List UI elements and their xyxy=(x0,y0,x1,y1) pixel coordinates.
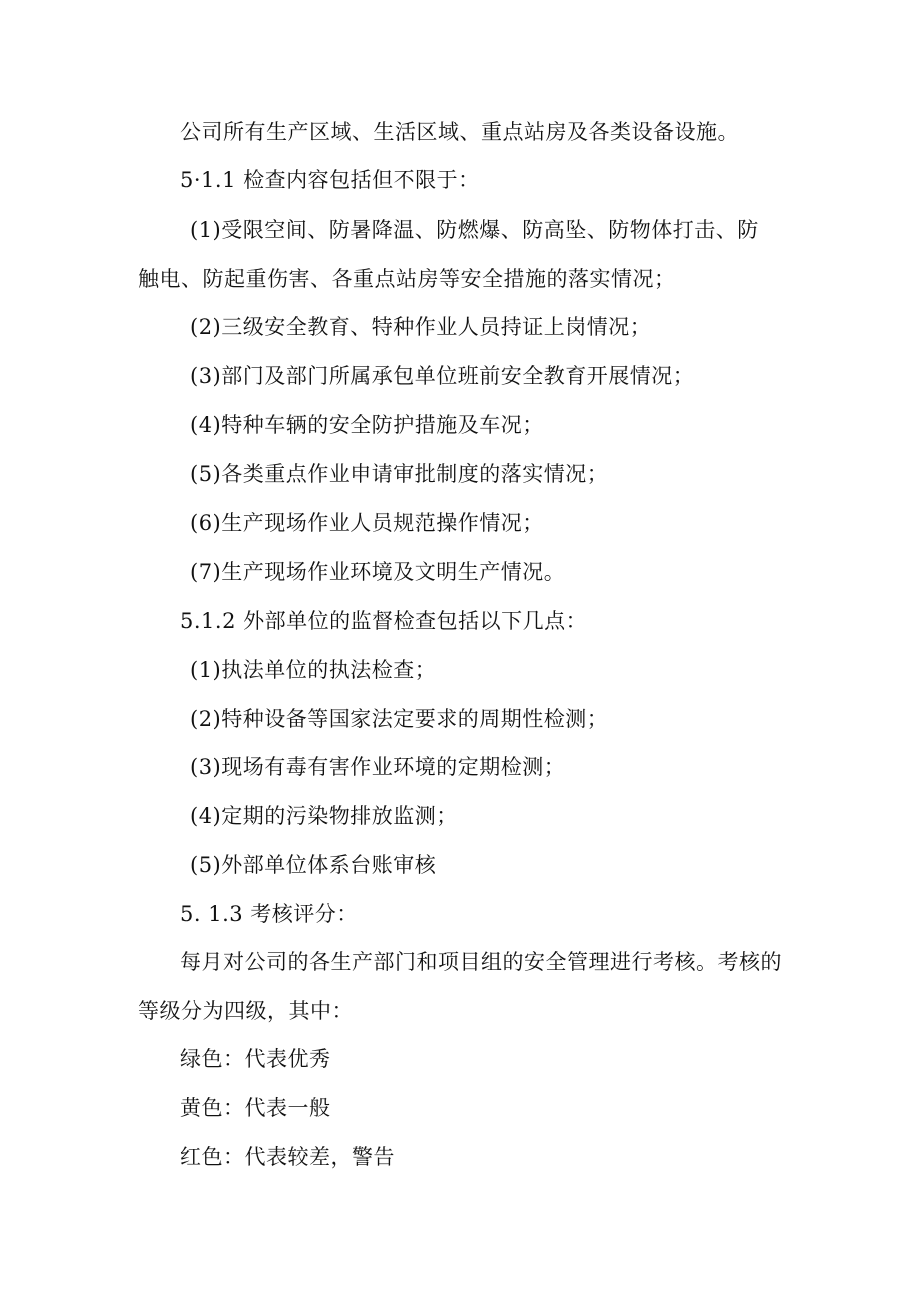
rating-green-line: 绿色：代表优秀 xyxy=(180,1047,331,1071)
list-item-line: (4)定期的污染物排放监测； xyxy=(190,804,458,828)
rating-yellow-line: 黄色：代表一般 xyxy=(180,1096,331,1120)
paragraph-continuation: 等级分为四级，其中： xyxy=(138,999,353,1023)
list-item-line: (4)特种车辆的安全防护措施及车况； xyxy=(190,413,544,437)
list-item-line: (2)三级安全教育、特种作业人员持证上岗情况； xyxy=(190,315,652,339)
list-item-line: (2)特种设备等国家法定要求的周期性检测； xyxy=(190,707,609,731)
section-heading-5-1-1: 5·1.1 检查内容包括但不限于： xyxy=(180,168,480,192)
list-item-continuation: 触电、防起重伤害、各重点站房等安全措施的落实情况； xyxy=(138,267,676,291)
list-item-line: (1)受限空间、防暑降温、防燃爆、防高坠、防物体打击、防 xyxy=(190,218,759,242)
rating-red-line: 红色：代表较差，警告 xyxy=(180,1145,395,1169)
list-item-line: (3)部门及部门所属承包单位班前安全教育开展情况； xyxy=(190,364,695,388)
list-item-line: (1)执法单位的执法检查； xyxy=(190,658,437,682)
list-item-line: (6)生产现场作业人员规范操作情况； xyxy=(190,511,544,535)
paragraph-line: 公司所有生产区域、生活区域、重点站房及各类设备设施。 xyxy=(180,120,739,144)
list-item-line: (3)现场有毒有害作业环境的定期检测； xyxy=(190,755,566,779)
section-heading-5-1-3: 5. 1.3 考核评分： xyxy=(180,902,358,926)
paragraph-line: 每月对公司的各生产部门和项目组的安全管理进行考核。考核的 xyxy=(180,950,782,974)
list-item-line: (5)各类重点作业申请审批制度的落实情况； xyxy=(190,462,609,486)
section-heading-5-1-2: 5.1.2 外部单位的监督检查包括以下几点： xyxy=(180,609,588,633)
list-item-line: (7)生产现场作业环境及文明生产情况。 xyxy=(190,560,566,584)
list-item-line: (5)外部单位体系台账审核 xyxy=(190,853,437,877)
